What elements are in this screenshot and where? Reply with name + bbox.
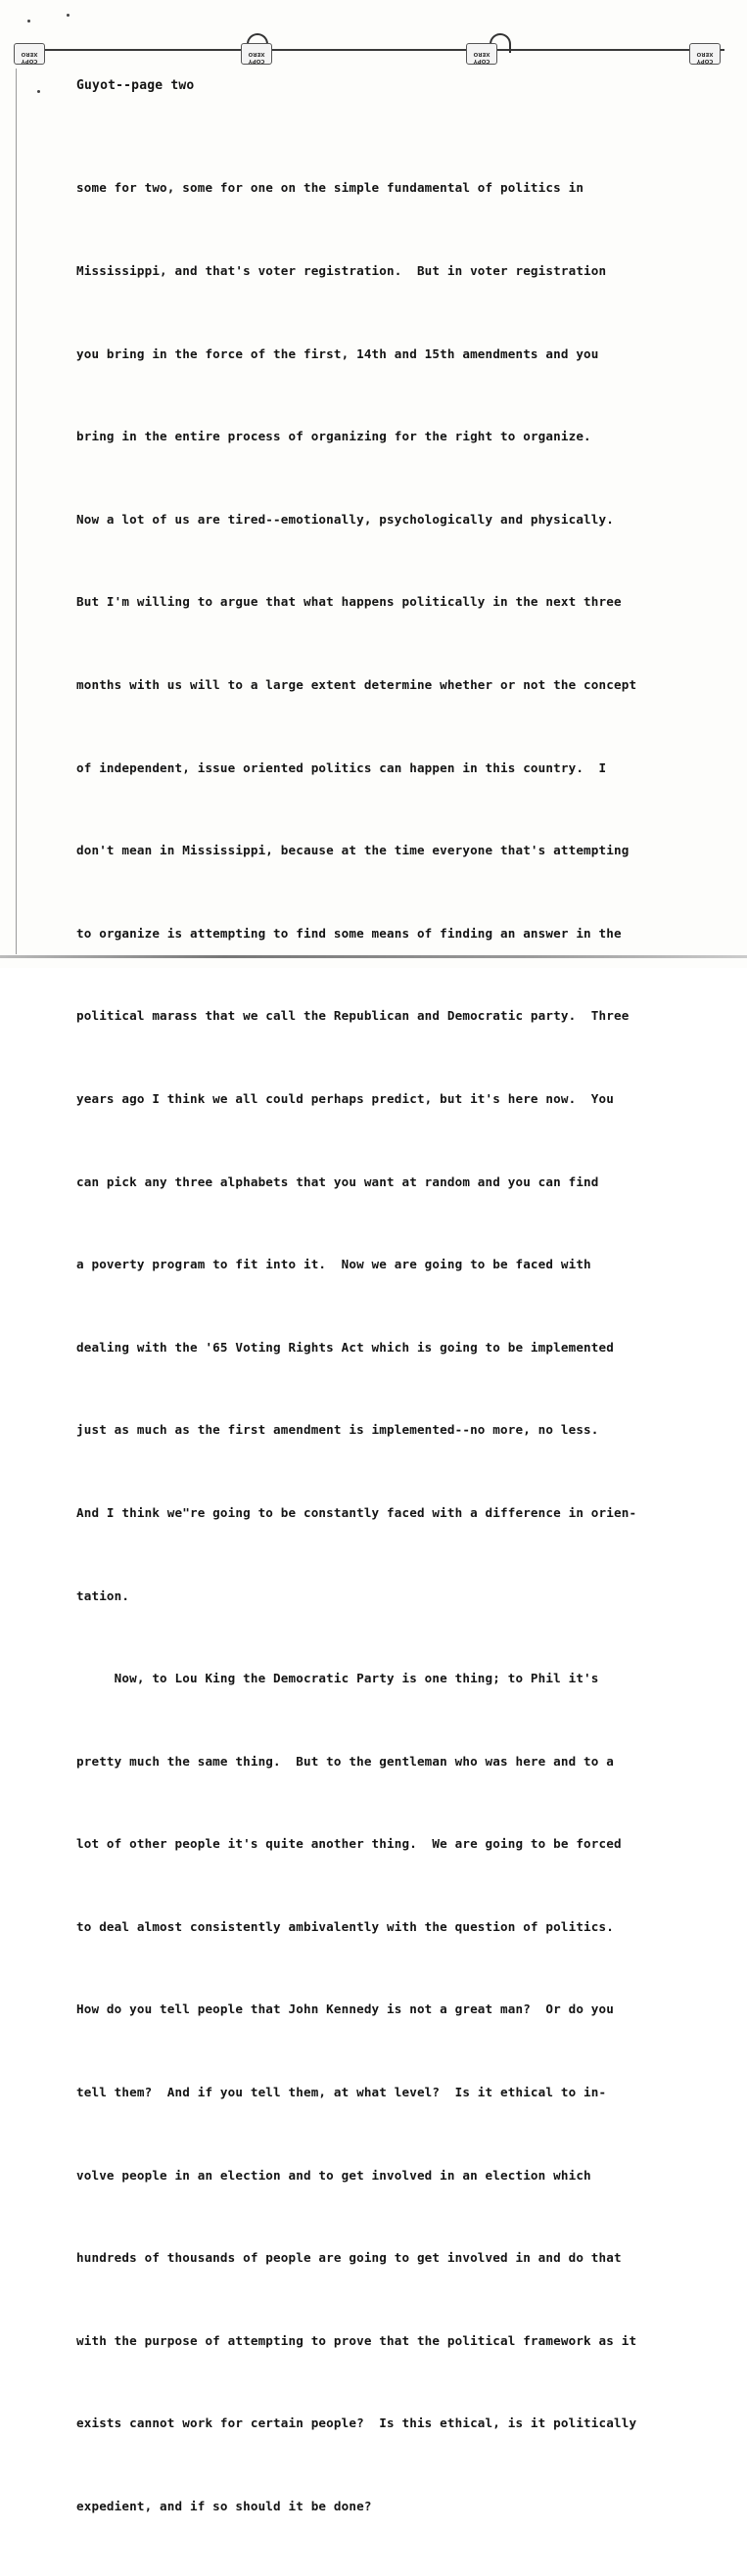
text-line: political marass that we call the Republican and Democratic party. Three	[76, 1008, 630, 1024]
text-line: lot of other people it's quite another thing. We are going to be forced	[76, 1836, 622, 1852]
text-line: pretty much the same thing. But to the gentleman who was here and to a	[76, 1753, 614, 1769]
text-line: years ago I think we all could perhaps predict, but it's here now. You	[76, 1090, 614, 1106]
xero-copy-stamp: COPY XERO	[466, 43, 497, 65]
scan-speck	[67, 14, 70, 17]
text-line: But I'm willing to argue that what happens politically in the next three	[76, 594, 622, 610]
scan-speck	[37, 90, 40, 93]
text-line: tation.	[76, 1587, 130, 1603]
text-line: dealing with the '65 Voting Rights Act which is going to be implemented	[76, 1339, 614, 1355]
text-line: bring in the entire process of organizing for the right to organize.	[76, 429, 591, 444]
text-line: Mississippi, and that's voter registration. But in voter registration	[76, 263, 607, 278]
text-line: exists cannot work for certain people? Is this ethical, is it politically	[76, 2415, 637, 2431]
text-line: can pick any three alphabets that you want at random and you can find	[76, 1173, 599, 1189]
page-header: Guyot--page two	[76, 78, 195, 93]
text-line: don't mean in Mississippi, because at the time everyone that's attempting	[76, 843, 630, 858]
document-body	[76, 119, 713, 2576]
text-line: How do you tell people that John Kennedy is not a great man? Or do you	[76, 2001, 614, 2017]
text-line: hundreds of thousands of people are going to get involved in and do that	[76, 2250, 622, 2266]
text-line: with the purpose of attempting to prove that the political framework as it	[76, 2332, 637, 2348]
text-line: a poverty program to fit into it. Now we are going to be faced with	[76, 1257, 591, 1272]
text-line: volve people in an election and to get involved in an election which	[76, 2167, 591, 2183]
text-line: you bring in the force of the first, 14th and 15th amendments and you	[76, 345, 599, 361]
text-line: to organize is attempting to find some means of finding an answer in the	[76, 925, 622, 941]
text-line: months with us will to a large extent determine whether or not the concept	[76, 676, 637, 692]
text-line: to deal almost consistently ambivalently with the question of politics.	[76, 1918, 614, 1934]
text-line: And I think we"re going to be constantly faced with a difference in orien-	[76, 1504, 637, 1520]
text-line: tell them? And if you tell them, at what level? Is it ethical to in-	[76, 2085, 607, 2100]
text-line: expedient, and if so should it be done?	[76, 2499, 372, 2514]
text-line: some for two, some for one on the simple fundamental of politics in	[76, 180, 584, 196]
text-line: of independent, issue oriented politics can happen in this country. I	[76, 759, 607, 775]
xero-copy-stamp: COPY XERO	[689, 43, 721, 65]
binder-rule	[39, 49, 724, 51]
text-line: just as much as the first amendment is implemented--no more, no less.	[76, 1422, 599, 1438]
scan-speck	[27, 20, 30, 23]
xero-copy-stamp: COPY XERO	[241, 43, 272, 65]
xero-copy-stamp: COPY XERO	[14, 43, 45, 65]
text-line: Now, to Lou King the Democratic Party is one thing; to Phil it's	[76, 1671, 599, 1686]
text-line: Now a lot of us are tired--emotionally, psychologically and physically.	[76, 511, 614, 527]
page-margin-line	[16, 69, 17, 954]
